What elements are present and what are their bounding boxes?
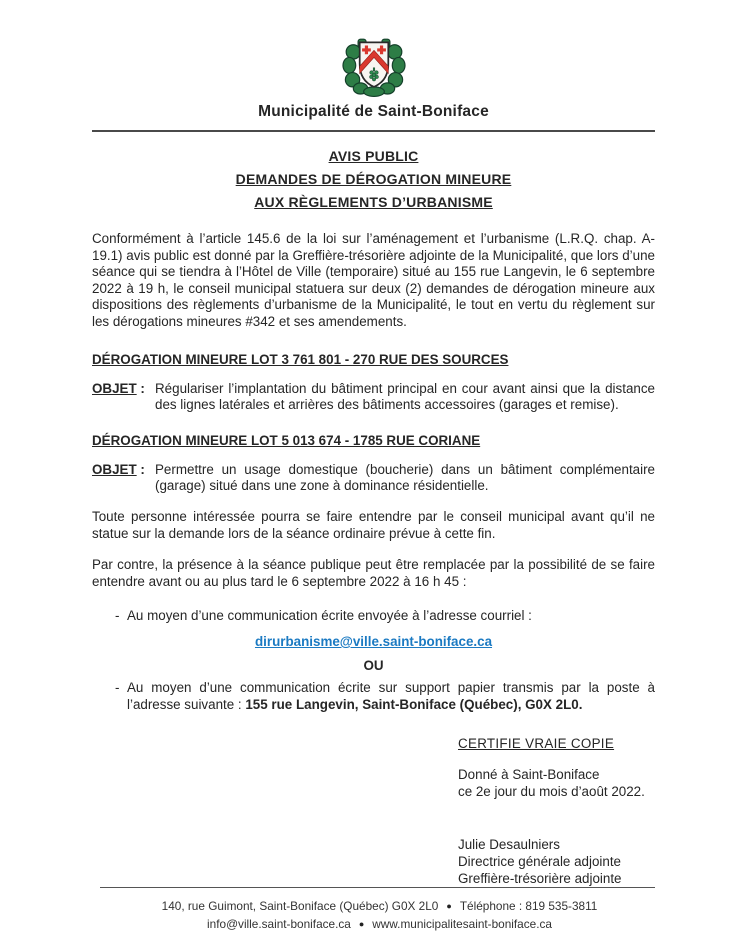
municipality-name: Municipalité de Saint-Boniface [258, 103, 489, 120]
footer-line-1 [104, 897, 655, 915]
given-at-block [458, 766, 655, 800]
derogation-heading-1: DÉROGATION MINEURE LOT 3 761 801 - 270 RUE DES SOURCES [92, 351, 509, 367]
coat-of-arms-icon [333, 36, 415, 98]
objet-label-1: OBJET : [92, 380, 145, 396]
given-date: ce 2e jour du mois d’août 2022. [458, 784, 645, 800]
objet-row-1 [92, 381, 655, 414]
signatory-name: Julie Desaulniers [458, 837, 560, 853]
footer-email: info@ville.saint-boniface.ca [207, 917, 351, 932]
signature-block [458, 836, 655, 887]
dash-bullet-icon: - [115, 608, 120, 624]
notice-title-line2: DEMANDES DE DÉROGATION MINEURE [235, 171, 512, 187]
document-footer [92, 887, 655, 944]
footer-line-2 [104, 915, 655, 933]
or-separator: OU [363, 657, 384, 673]
option-mail-text: Au moyen d’une communication écrite sur support papier transmis par la poste à l’adresse suivante : [127, 679, 655, 712]
bullet-separator-icon: ● [358, 919, 365, 930]
derogation-heading-2: DÉROGATION MINEURE LOT 5 013 674 - 1785 RUE CORIANE [92, 432, 481, 448]
email-link[interactable]: dirurbanisme@ville.saint-boniface.ca [254, 633, 493, 649]
option-email-item [92, 608, 655, 625]
footer-divider [100, 887, 655, 888]
signatory-title-1: Directrice générale adjointe [458, 854, 622, 870]
notice-title-line3: AUX RÈGLEMENTS D’URBANISME [254, 194, 493, 210]
signatory-title-2: Greffière-trésorière adjointe [458, 871, 622, 887]
intro-paragraph: Conformément à l’article 145.6 de la loi sur l’aménagement et l’urbanisme (L.R.Q. chap. A-19.1) avis public est donné par la Greffière-trésorière adjointe de la Municipalité, que lors d’une séance qui se tiendra à l’Hôtel de Ville (temporaire) situé au 155 rue Langevin, le 6 septembre 2022 à 19 h, le conseil municipal statuera sur deux (2) demandes de dérogation mineure aux dispositions des règlements d’urbanisme de la Municipalité, le tout en vertu du règlement sur les dérogations mineures #342 et ses amendements. [92, 231, 655, 329]
option-email-text: Au moyen d’une communication écrite envoyée à l’adresse courriel : [127, 608, 532, 624]
certification-block [458, 735, 655, 887]
hearing-paragraph: Toute personne intéressée pourra se faire entendre par le conseil municipal avant qu’il ne statue sur la demande lors de la séance ordinaire prévue à cette fin. [92, 508, 655, 541]
dash-bullet-icon: - [115, 679, 120, 695]
notice-title-block [92, 145, 655, 214]
objet-label-2: OBJET : [92, 461, 145, 477]
bullet-separator-icon: ● [446, 901, 452, 912]
notice-title-line1: AVIS PUBLIC [328, 148, 419, 164]
certified-copy-title: CERTIFIE VRAIE COPIE [458, 736, 615, 752]
footer-website: www.municipalitesaint-boniface.ca [372, 917, 552, 932]
footer-address: 140, rue Guimont, Saint-Boniface (Québec) G0X 2L0 [161, 899, 439, 914]
option-mail-item [92, 680, 655, 713]
mailing-address: 155 rue Langevin, Saint-Boniface (Québec), G0X 2L0. [245, 696, 583, 712]
header-divider [92, 130, 655, 132]
objet-text-2: Permettre un usage domestique (boucherie) dans un bâtiment complémentaire (garage) situé dans une zone à dominance résidentielle. [155, 461, 655, 494]
objet-text-1: Régulariser l’implantation du bâtiment principal en cour avant ainsi que la distance des lignes latérales et arrières des bâtiments accessoires (garages et remise). [155, 380, 655, 413]
header-logo-wrap [92, 36, 655, 98]
email-line [92, 633, 655, 650]
alternative-paragraph: Par contre, la présence à la séance publique peut être remplacée par la possibilité de se faire entendre avant ou au plus tard le 6 septembre 2022 à 16 h 45 : [92, 557, 655, 589]
given-place: Donné à Saint-Boniface [458, 767, 600, 783]
footer-phone: Téléphone : 819 535-3811 [459, 899, 598, 914]
objet-row-2 [92, 462, 655, 495]
